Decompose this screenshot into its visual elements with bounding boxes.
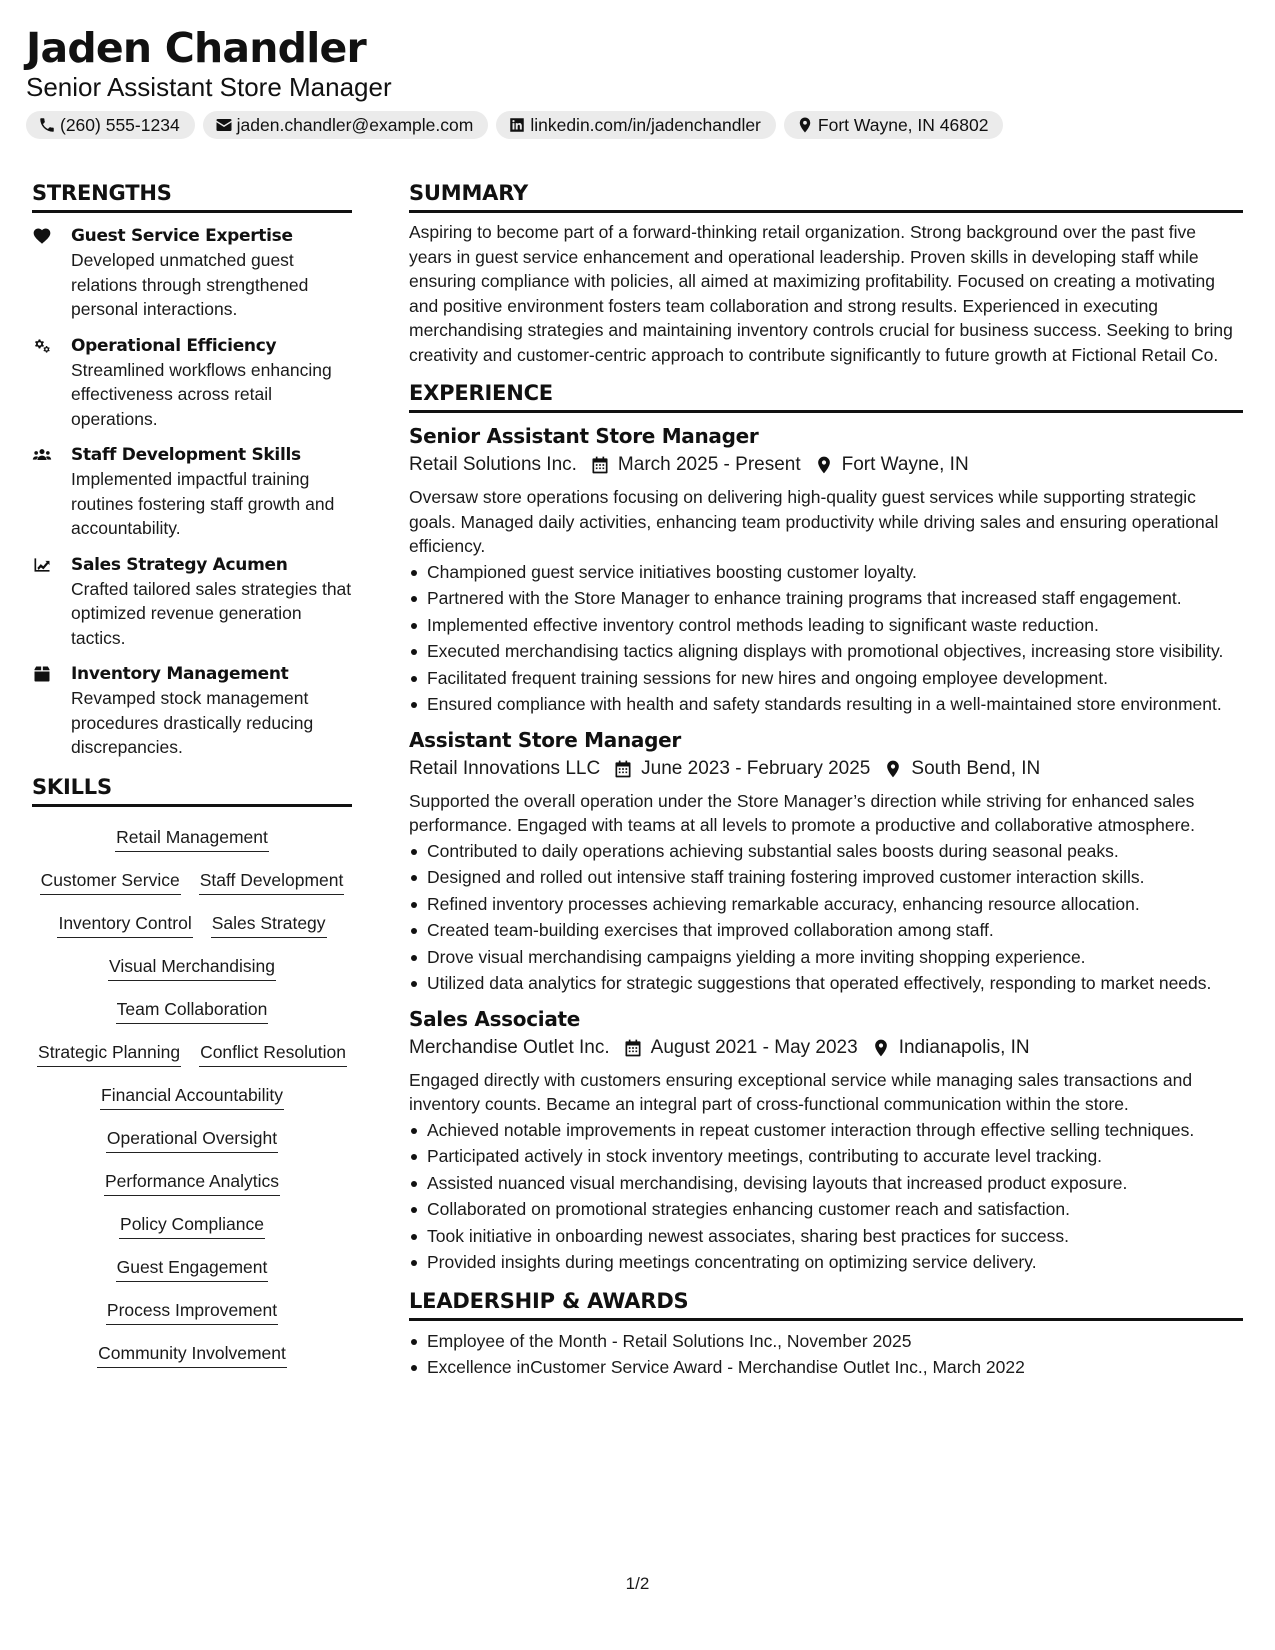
skills-heading: SKILLS <box>32 774 352 807</box>
job-bullet: Participated actively in stock inventory meetings, contributing to accurate level tracking. <box>409 1144 1243 1169</box>
job-location: South Bend, IN <box>911 757 1041 779</box>
job-company: Retail Innovations LLC <box>409 757 601 779</box>
job-title: Sales Associate <box>409 1006 581 1031</box>
skill-tag: Team Collaboration <box>116 997 269 1024</box>
job-meta <box>409 1033 1243 1063</box>
calendar-icon <box>590 455 610 475</box>
job-description: Engaged directly with customers ensuring exceptional service while managing sales transactions and inventory counts. Became an integral part of cross-functional communication within the store. <box>409 1069 1193 1114</box>
contact-location[interactable] <box>784 111 1004 139</box>
candidate-name: Jaden Chandler <box>26 24 366 72</box>
resume-header <box>26 22 1246 139</box>
skill-tag: Customer Service <box>40 868 181 895</box>
left-column <box>32 180 352 1368</box>
calendar-icon <box>623 1038 643 1058</box>
contact-email[interactable] <box>203 111 489 139</box>
strengths-list <box>32 224 352 760</box>
awards-list <box>409 1329 1243 1380</box>
candidate-title: Senior Assistant Store Manager <box>26 72 392 102</box>
heart-icon <box>32 226 52 246</box>
box-icon <box>32 664 52 684</box>
map-pin-icon <box>796 116 814 134</box>
skills-list <box>32 825 352 1368</box>
strength-title: Guest Service Expertise <box>71 226 293 246</box>
skill-tag: Community Involvement <box>97 1341 287 1368</box>
skill-tag: Conflict Resolution <box>199 1040 347 1067</box>
skill-tag: Performance Analytics <box>104 1169 280 1196</box>
job-entry <box>409 726 1243 996</box>
job-company: Retail Solutions Inc. <box>409 454 577 475</box>
job-bullet: Achieved notable improvements in repeat customer interaction through effective selling techniques. <box>409 1118 1243 1143</box>
strength-title: Inventory Management <box>71 664 289 684</box>
job-bullet: Partnered with the Store Manager to enhance training programs that increased staff engagement. <box>409 586 1243 611</box>
envelope-icon <box>215 116 233 134</box>
job-title: Senior Assistant Store Manager <box>409 424 759 448</box>
awards-heading: LEADERSHIP & AWARDS <box>409 1288 1243 1321</box>
job-bullet: Drove visual merchandising campaigns yielding a more inviting shopping experience. <box>409 945 1243 970</box>
phone-icon <box>38 116 56 134</box>
strength-item <box>32 443 352 541</box>
contact-linkedin[interactable] <box>496 111 776 139</box>
job-bullet: Ensured compliance with health and safety standards resulting in a well-maintained store environment. <box>409 692 1243 717</box>
job-bullet: Designed and rolled out intensive staff training fostering improved customer interaction skills. <box>409 865 1243 890</box>
map-pin-icon <box>883 759 903 779</box>
map-pin-icon <box>871 1038 891 1058</box>
strength-title: Operational Efficiency <box>71 335 277 356</box>
strength-desc: Streamlined workflows enhancing effectiveness across retail operations. <box>71 359 332 429</box>
award-item: Employee of the Month - Retail Solutions Inc., November 2025 <box>409 1329 1243 1354</box>
calendar-icon <box>613 759 633 779</box>
job-bullet: Championed guest service initiatives boosting customer loyalty. <box>409 560 1243 585</box>
skill-tag: Inventory Control <box>57 911 192 938</box>
job-entry <box>409 422 1243 717</box>
skill-tag: Visual Merchandising <box>108 954 276 981</box>
skill-tag: Process Improvement <box>106 1298 278 1325</box>
contact-bar <box>26 111 1246 139</box>
skill-tag: Retail Management <box>115 825 269 852</box>
map-pin-icon <box>814 455 834 475</box>
award-item: Excellence inCustomer Service Award - Merchandise Outlet Inc., March 2022 <box>409 1355 1243 1380</box>
skill-tag: Strategic Planning <box>37 1040 181 1067</box>
job-meta <box>409 754 1243 784</box>
job-bullets <box>409 839 1243 996</box>
job-description: Supported the overall operation under the Store Manager’s direction while striving for enhanced sales performance. Engaged with teams at all levels to promote a productive and collaborative atmosphere. <box>409 790 1195 835</box>
job-dates: June 2023 - February 2025 <box>641 757 871 779</box>
skill-tag: Sales Strategy <box>211 911 327 938</box>
skill-tag: Policy Compliance <box>119 1212 265 1239</box>
job-location: Indianapolis, IN <box>898 1036 1030 1058</box>
skill-tag: Financial Accountability <box>100 1083 284 1110</box>
experience-heading: EXPERIENCE <box>409 380 1243 413</box>
strength-item <box>32 553 352 651</box>
page-number: 1/2 <box>625 1574 650 1593</box>
strength-desc: Crafted tailored sales strategies that optimized revenue generation tactics. <box>71 578 352 648</box>
strength-item <box>32 224 352 322</box>
strength-title: Staff Development Skills <box>71 445 301 465</box>
strength-desc: Developed unmatched guest relations through strengthened personal interactions. <box>71 250 309 319</box>
job-bullets <box>409 560 1243 717</box>
job-description: Oversaw store operations focusing on delivering high-quality guest services while supporting strategic goals. Managed daily activities, enhancing team productivity while driving sales and ensuring operational efficiency. <box>409 487 1219 556</box>
strength-item <box>32 334 352 432</box>
contact-phone-text: (260) 555-1234 <box>60 114 180 135</box>
job-meta <box>409 450 1243 480</box>
contact-email-text: jaden.chandler@example.com <box>236 114 474 135</box>
job-bullets <box>409 1118 1243 1275</box>
job-bullet: Took initiative in onboarding newest associates, sharing best practices for success. <box>409 1224 1243 1249</box>
contact-location-text: Fort Wayne, IN 46802 <box>817 114 989 135</box>
job-bullet: Implemented effective inventory control methods leading to significant waste reduction. <box>409 613 1243 638</box>
job-location: Fort Wayne, IN <box>841 454 969 475</box>
summary-heading: SUMMARY <box>409 180 1243 213</box>
job-bullet: Provided insights during meetings concentrating on optimizing service delivery. <box>409 1250 1243 1275</box>
right-column <box>409 180 1243 1382</box>
strength-desc: Revamped stock management procedures drastically reducing discrepancies. <box>71 688 314 757</box>
skill-tag: Staff Development <box>199 868 345 895</box>
job-bullet: Created team-building exercises that improved collaboration among staff. <box>409 918 1243 943</box>
strength-item <box>32 662 352 760</box>
job-title: Assistant Store Manager <box>409 727 681 752</box>
contact-phone[interactable] <box>26 111 195 139</box>
contact-linkedin-text: linkedin.com/in/jadenchandler <box>530 114 761 135</box>
skill-tag: Operational Oversight <box>106 1126 278 1153</box>
job-bullet: Refined inventory processes achieving remarkable accuracy, enhancing resource allocation. <box>409 892 1243 917</box>
linkedin-icon <box>508 116 526 134</box>
job-dates: March 2025 - Present <box>617 454 801 475</box>
job-bullet: Contributed to daily operations achieving substantial sales boosts during seasonal peaks. <box>409 839 1243 864</box>
gears-icon <box>32 336 52 356</box>
strength-desc: Implemented impactful training routines fostering staff growth and accountability. <box>71 469 335 538</box>
job-bullet: Assisted nuanced visual merchandising, devising layouts that increased product exposure. <box>409 1171 1243 1196</box>
strength-title: Sales Strategy Acumen <box>71 554 288 575</box>
job-bullet: Utilized data analytics for strategic suggestions that operated effectively, responding to market needs. <box>409 971 1243 996</box>
users-icon <box>32 445 52 465</box>
job-dates: August 2021 - May 2023 <box>650 1036 858 1058</box>
job-bullet: Executed merchandising tactics aligning displays with promotional objectives, increasing store visibility. <box>409 639 1243 664</box>
strengths-heading: STRENGTHS <box>32 180 352 213</box>
job-bullet: Collaborated on promotional strategies enhancing customer reach and satisfaction. <box>409 1197 1243 1222</box>
line-chart-icon <box>32 555 52 575</box>
skill-tag: Guest Engagement <box>116 1255 269 1282</box>
job-company: Merchandise Outlet Inc. <box>409 1036 610 1058</box>
job-bullet: Facilitated frequent training sessions for new hires and ongoing employee development. <box>409 666 1243 691</box>
summary-text: Aspiring to become part of a forward-thinking retail organization. Strong background over the past five years in guest service enhancement and operational leadership. Proven skills in developing staff while ensuring compliance with policies, all aimed at maximizing profitability. Focused on creating a motivating and positive environment fosters team collaboration and strong results. Experienced in executing merchandising strategies and maintaining inventory controls crucial for business success. Seeking to bring creativity and customer-centric approach to contribute significantly to future growth at Fictional Retail Co. <box>409 222 1233 365</box>
job-entry <box>409 1005 1243 1275</box>
